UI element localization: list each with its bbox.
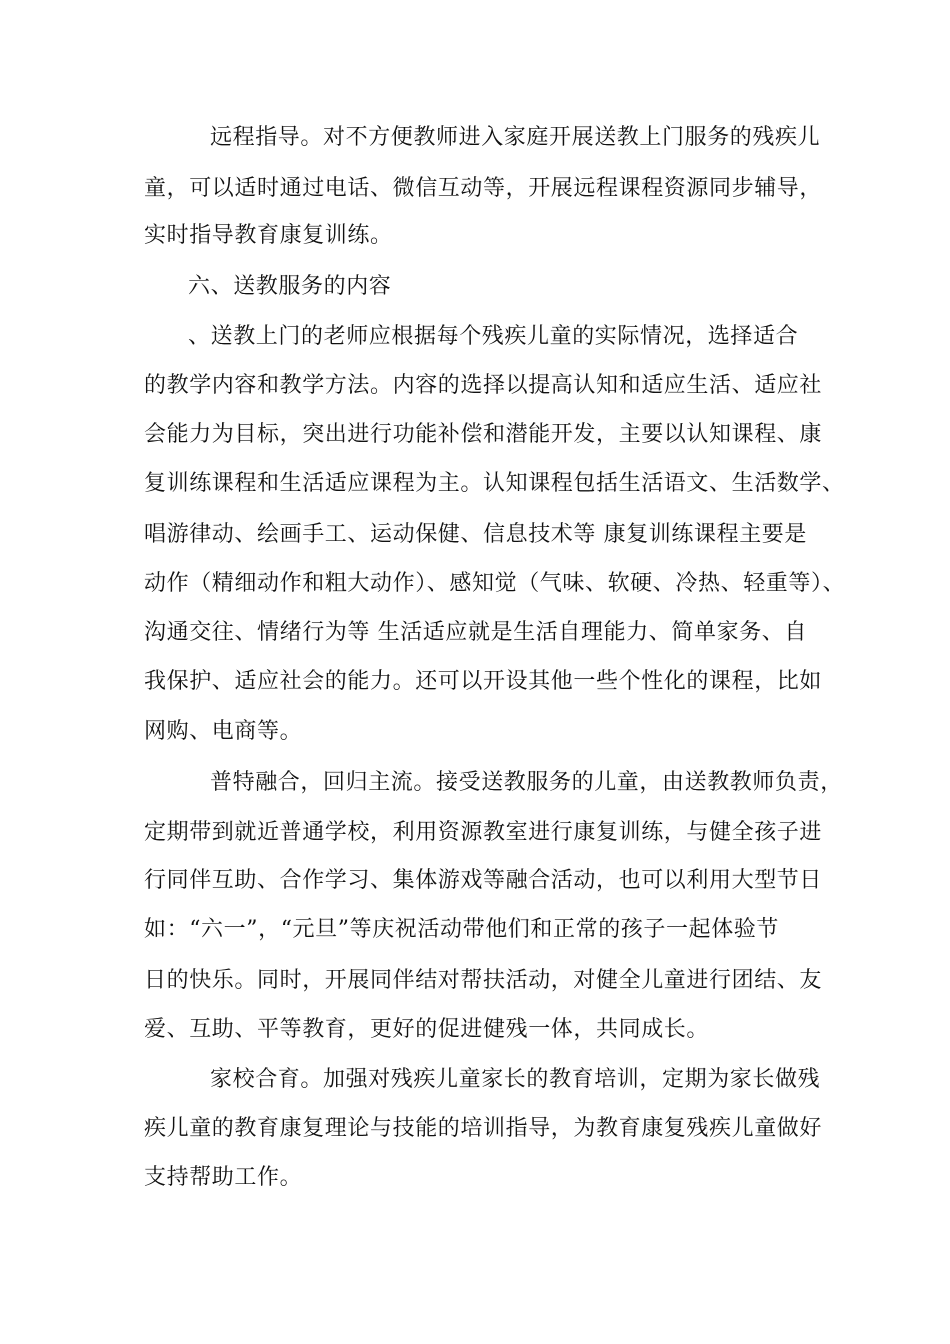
text-line: 普特融合，回归主流。接受送教服务的儿童，由送教教师负责， (210, 770, 843, 795)
text-line: 沟通交往、情绪行为等 生活适应就是生活自理能力、简单家务、自 (144, 620, 807, 645)
section-heading: 六、送教服务的内容 (188, 274, 392, 299)
text-line: 日的快乐。同时，开展同伴结对帮扶活动，对健全儿童进行团结、友 (144, 968, 823, 993)
text-line: 远程指导。对不方便教师进入家庭开展送教上门服务的残疾儿 (210, 125, 821, 150)
text-line: 网购、电商等。 (144, 719, 303, 744)
text-line: 定期带到就近普通学校，利用资源教室进行康复训练，与健全孩子进 (144, 820, 823, 845)
text-line: 行同伴互助、合作学习、集体游戏等融合活动，也可以利用大型节日 (144, 868, 823, 893)
text-line: 家校合育。加强对残疾儿童家长的教育培训，定期为家长做残 (210, 1067, 821, 1092)
text-line: 复训练课程和生活适应课程为主。认知课程包括生活语文、生活数学、 (144, 471, 845, 496)
text-line: 会能力为目标，突出进行功能补偿和潜能开发，主要以认知课程、康 (144, 422, 823, 447)
text-line: 动作（精细动作和粗大动作）、感知觉（气味、软硬、冷热、轻重等）、 (144, 571, 846, 596)
text-line: 童，可以适时通过电话、微信互动等，开展远程课程资源同步辅导， (144, 176, 823, 201)
text-line: 疾儿童的教育康复理论与技能的培训指导，为教育康复残疾儿童做好 (144, 1116, 823, 1141)
text-line: 唱游律动、绘画手工、运动保健、信息技术等 康复训练课程主要是 (144, 522, 807, 547)
text-line: 的教学内容和教学方法。内容的选择以提高认知和适应生活、适应社 (144, 373, 823, 398)
text-line: 我保护、适应社会的能力。还可以开设其他一些个性化的课程，比如 (144, 669, 823, 694)
text-line: 、送教上门的老师应根据每个残疾儿童的实际情况，选择适合 (188, 324, 799, 349)
text-line: 实时指导教育康复训练。 (144, 223, 393, 248)
text-line: 爱、互助、平等教育，更好的促进健残一体，共同成长。 (144, 1017, 710, 1042)
text-line: 支持帮助工作。 (144, 1165, 303, 1190)
text-line: 如：“六一”，“元旦”等庆祝活动带他们和正常的孩子一起体验节 (144, 917, 779, 942)
